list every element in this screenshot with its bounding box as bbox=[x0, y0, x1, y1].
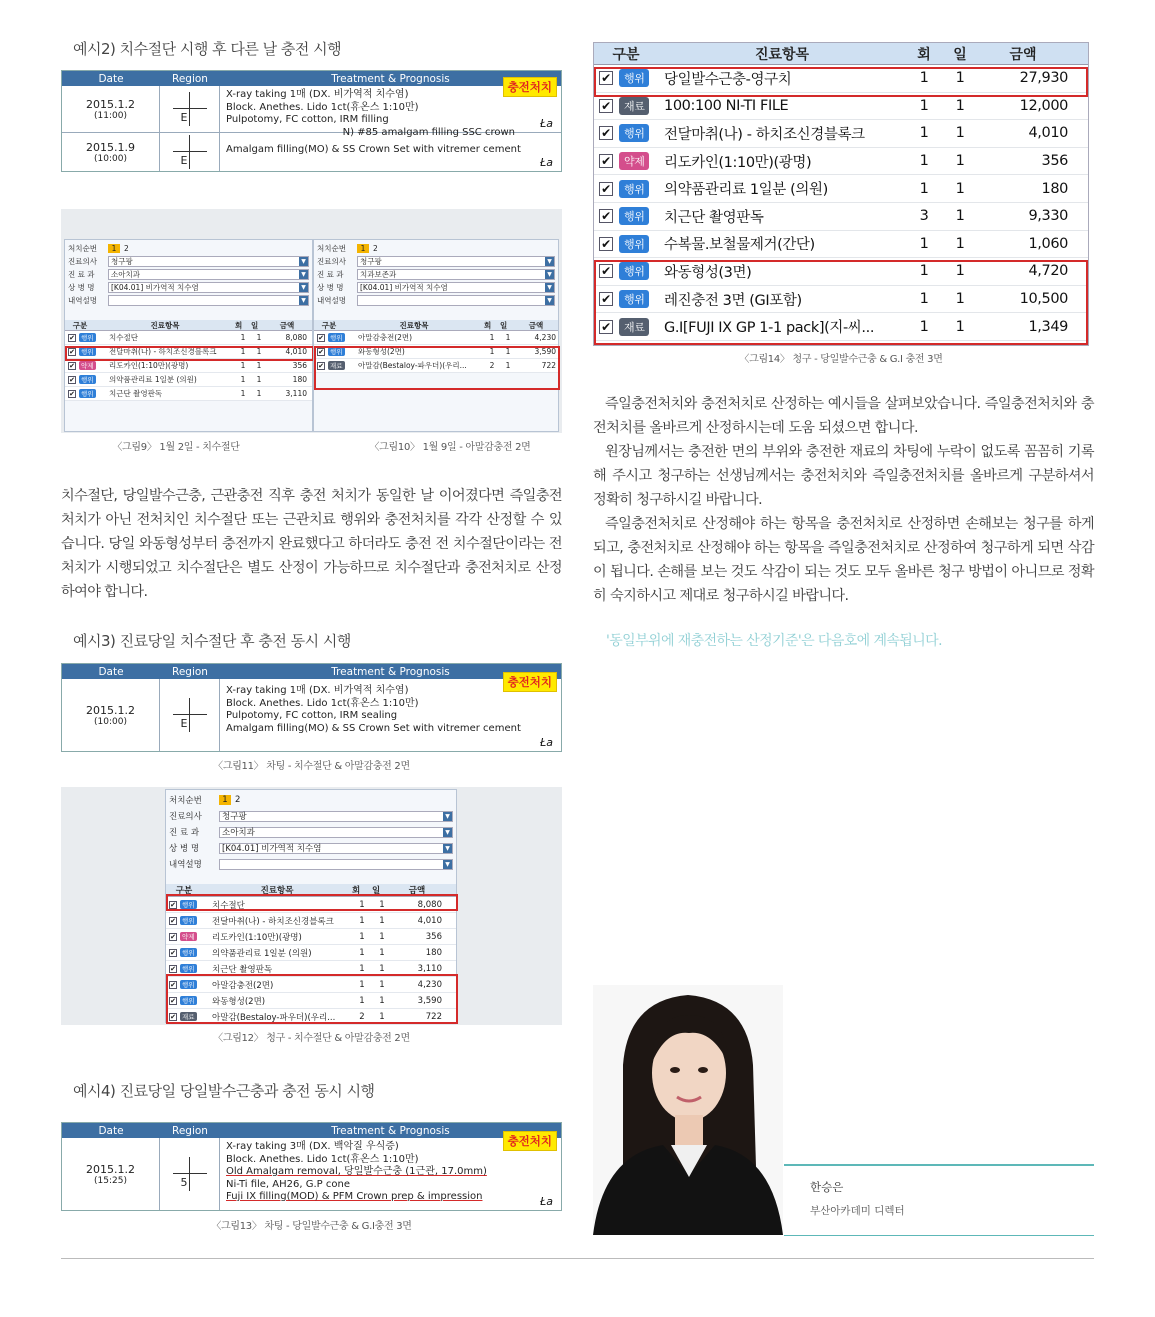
item-name: 당일발수근충-영구치 bbox=[664, 71, 792, 88]
signature: Ła bbox=[540, 735, 553, 749]
continued-note: '동일부위에 재충전하는 산정기준'은 다음호에 계속됩니다. bbox=[606, 633, 942, 649]
category-badge: 재료 bbox=[619, 318, 649, 336]
row-checkbox[interactable]: ✔ bbox=[69, 389, 75, 398]
item-days: 1 bbox=[379, 931, 385, 942]
chart-time: (10:00) bbox=[94, 716, 127, 727]
item-amount: 722 bbox=[541, 361, 556, 370]
chart-date: 2015.1.9 bbox=[86, 140, 135, 154]
row-checkbox[interactable]: ✔ bbox=[599, 292, 613, 306]
doctor-select[interactable]: 청구팡 ▼ bbox=[108, 256, 309, 267]
chart-line: Fuji IX filling(MOD) & PFM Crown prep & impression bbox=[226, 1191, 483, 1202]
chart-time: (11:00) bbox=[94, 110, 127, 121]
item-name: 의약품관리료 1일분 (의원) bbox=[109, 375, 197, 384]
filling-tag: 충전처치 bbox=[503, 672, 557, 692]
item-days: 1 bbox=[256, 389, 262, 398]
item-amount: 180 bbox=[425, 947, 442, 958]
item-name: 전달마취(나) - 하치조신경블록크 bbox=[212, 916, 334, 927]
item-name: 전달마취(나) - 하치조신경블록크 bbox=[109, 347, 217, 356]
table-row bbox=[594, 120, 1088, 148]
item-days: 1 bbox=[955, 235, 965, 252]
item-count: 1 bbox=[919, 263, 929, 280]
item-amount: 3,110 bbox=[285, 389, 307, 398]
item-count: 1 bbox=[919, 180, 929, 197]
col-date: Date bbox=[98, 1124, 124, 1137]
row-checkbox[interactable]: ✔ bbox=[170, 996, 176, 1005]
item-count: 3 bbox=[919, 208, 929, 225]
item-days: 1 bbox=[379, 915, 385, 926]
item-amount: 8,080 bbox=[285, 333, 307, 342]
caption-fig13: 〈그림13〉 차팅 - 당일발수근충 & G.I충전 3면 bbox=[211, 1221, 412, 1232]
col-region: Region bbox=[172, 1124, 208, 1137]
paragraph: 즉일충전처치로 산정해야 하는 항목을 충전처치로 산정하면 손해보는 청구를 하게 되고, 충전처치로 산정해야 하는 항목을 즉일충전처치로 산정하여 청구하게 되면 삭감이 됩니다. 손해를 보는 것도 삭감이 되는 것도 모두 올바른 청구 방법이 아니므로 정확히 숙지하시고 제대로 청구하시길 바랍니다. bbox=[593, 516, 1094, 604]
table-row bbox=[314, 331, 558, 345]
row-checkbox[interactable]: ✔ bbox=[170, 1012, 176, 1021]
item-days: 1 bbox=[955, 318, 965, 335]
paragraph: 즉일충전처치와 충전처치로 산정하는 예시들을 살펴보았습니다. 즉일충전처치와 충전처치를 올바르게 산정하시는데 도움 되셨으면 합니다. bbox=[593, 396, 1094, 436]
table-row bbox=[65, 387, 312, 401]
paragraph: 원장님께서는 충전한 면의 부위와 충전한 재료의 차팅에 누락이 없도록 꼼꼼히 기록해 주시고 청구하는 선생님께서는 충전처치와 즉일충전처치를 올바르게 구분하셔서 정확히 청구하시길 바랍니다. bbox=[593, 444, 1094, 508]
chart-header bbox=[62, 71, 561, 86]
chart-line: X-ray taking 1매 (DX. 비가역적 치수염) bbox=[226, 89, 409, 100]
col-region: Region bbox=[172, 72, 208, 85]
item-count: 1 bbox=[240, 347, 246, 356]
category-badge: 재료 bbox=[619, 97, 649, 115]
chart-line: X-ray taking 1매 (DX. 비가역적 치수염) bbox=[226, 685, 409, 696]
item-name: 리도카인(1:10만)(광명) bbox=[109, 361, 189, 370]
item-count: 1 bbox=[919, 318, 929, 335]
claim-grid-fig14 bbox=[593, 42, 1089, 346]
chart-line: Pulpotomy, FC cotton, IRM sealing bbox=[226, 710, 398, 721]
item-days: 1 bbox=[379, 1011, 385, 1022]
chart-line: Old Amalgam removal, 당일발수근충 (1근관, 17.0mm) bbox=[226, 1166, 487, 1177]
row-checkbox[interactable]: ✔ bbox=[599, 264, 613, 278]
chart-line: N) #85 amalgam filling SSC crown bbox=[342, 126, 515, 138]
highlight-box bbox=[166, 974, 458, 1024]
chart-line: Ni-Ti file, AH26, G.P cone bbox=[226, 1178, 350, 1190]
author-divider bbox=[784, 1164, 1094, 1166]
author-photo bbox=[593, 985, 783, 1235]
category-badge: 행위 bbox=[619, 69, 649, 87]
tooth-chart-icon: E bbox=[173, 135, 207, 169]
item-name: 치근단 촬영판독 bbox=[109, 389, 163, 398]
table-row bbox=[166, 913, 456, 929]
row-checkbox[interactable]: ✔ bbox=[170, 948, 176, 957]
col-date: Date bbox=[98, 72, 124, 85]
item-amount: 356 bbox=[1041, 153, 1068, 170]
category-badge: 행위 bbox=[182, 901, 195, 909]
category-badge: 행위 bbox=[330, 348, 343, 356]
category-badge: 행위 bbox=[182, 949, 195, 957]
item-count: 1 bbox=[240, 361, 246, 370]
item-days: 1 bbox=[955, 153, 965, 170]
dept-select[interactable]: 소아치과 ▼ bbox=[108, 269, 309, 280]
category-badge: 약제 bbox=[619, 152, 649, 170]
page-divider bbox=[61, 1258, 1094, 1259]
item-count: 1 bbox=[240, 333, 246, 342]
item-count: 1 bbox=[359, 899, 365, 910]
seq-tab-2[interactable]: 2 bbox=[373, 244, 378, 253]
row-checkbox[interactable]: ✔ bbox=[599, 154, 613, 168]
claim-grid: 구분 진료항목 회 일 금액 ✔ 행위 치수절단 1 1 8,080 ✔ 행위 전달마취(나) - 하치조신경블록크 1 1 4,010 ✔ 약제 리도카인(1:10만)(광명) 1 1 356 ✔ 행위 의약품관리료 1일분 (의원) 1 1 180 ✔ 행위 치근단 촬영판독 1 1 3,110 ✔ 행위 아말감충전(2면) 1 1 4,230 ✔ 행위 와동형성(2면) 1 1 3,590 ✔ 재료 아말감(Bestaloy-파우더)(우리... 2 1 722 bbox=[166, 884, 456, 1025]
row-checkbox[interactable]: ✔ bbox=[170, 964, 176, 973]
grid-header: 구분 진료항목 회 일 금액 bbox=[594, 43, 1088, 65]
chart-example3 bbox=[61, 663, 562, 752]
table-row bbox=[594, 231, 1088, 259]
item-name: 와동형성(2면) bbox=[358, 347, 405, 356]
row-checkbox[interactable]: ✔ bbox=[599, 320, 613, 334]
seq-tab-1[interactable]: 1 bbox=[357, 244, 369, 253]
disease-select[interactable]: [K04.01] 비가역적 치수염 ▼ bbox=[219, 843, 453, 854]
memo-select[interactable] bbox=[357, 295, 555, 306]
highlight-box bbox=[314, 346, 560, 390]
tooth-chart-icon: E bbox=[173, 92, 207, 126]
item-count: 1 bbox=[359, 979, 365, 990]
filling-tag: 충전처치 bbox=[503, 1131, 557, 1151]
item-count: 1 bbox=[919, 70, 929, 87]
caption-fig12: 〈그림12〉 청구 - 치수절단 & 아말감충전 2면 bbox=[213, 1033, 410, 1044]
item-name: 아말감(Bestaloy-파우더)(우리... bbox=[212, 1012, 336, 1023]
figure9-10 bbox=[61, 209, 562, 433]
chart-date: 2015.1.2 bbox=[86, 703, 135, 717]
item-name: 와동형성(3면) bbox=[664, 264, 752, 281]
item-count: 2 bbox=[489, 361, 495, 370]
filling-tag: 충전처치 bbox=[503, 77, 557, 97]
item-count: 1 bbox=[919, 291, 929, 308]
chart-line: Block. Anethes. Lido 1ct(휴온스 1:10만) bbox=[226, 1153, 419, 1165]
author-title: 부산아카데미 디렉터 bbox=[810, 1205, 905, 1217]
item-days: 1 bbox=[955, 97, 965, 114]
category-badge: 행위 bbox=[81, 348, 94, 356]
item-amount: 4,230 bbox=[534, 333, 556, 342]
item-count: 1 bbox=[919, 235, 929, 252]
chart-line: Amalgam filling(MO) & SS Crown Set with vitremer cement bbox=[226, 144, 521, 155]
category-badge: 재료 bbox=[330, 362, 343, 370]
item-name: 아말감충전(2면) bbox=[358, 333, 413, 342]
row-checkbox[interactable]: ✔ bbox=[599, 209, 613, 223]
item-count: 1 bbox=[919, 153, 929, 170]
item-name: 리도카인(1:10만)(광명) bbox=[212, 932, 302, 943]
row-checkbox[interactable]: ✔ bbox=[170, 980, 176, 989]
item-name: 전달마취(나) - 하치조신경블록크 bbox=[664, 126, 865, 143]
figure12 bbox=[61, 787, 562, 1025]
category-badge: 행위 bbox=[619, 124, 649, 142]
category-badge: 행위 bbox=[182, 997, 195, 1005]
row-checkbox[interactable]: ✔ bbox=[318, 361, 324, 370]
item-name: 리도카인(1:10만)(광명) bbox=[664, 154, 812, 171]
seq-tab-2[interactable]: 2 bbox=[235, 795, 241, 805]
highlight-box bbox=[594, 260, 1088, 345]
highlight-box bbox=[166, 894, 458, 911]
item-name: 아말감충전(2면) bbox=[212, 980, 274, 991]
row-checkbox[interactable]: ✔ bbox=[170, 916, 176, 925]
chart-line: Block. Anethes. Lido 1ct(휴온스 1:10만) bbox=[226, 697, 419, 709]
item-count: 2 bbox=[359, 1011, 365, 1022]
item-count: 1 bbox=[240, 389, 246, 398]
row-checkbox[interactable]: ✔ bbox=[69, 375, 75, 384]
category-badge: 행위 bbox=[619, 290, 649, 308]
category-badge: 행위 bbox=[81, 376, 94, 384]
item-days: 1 bbox=[955, 208, 965, 225]
row-checkbox[interactable]: ✔ bbox=[318, 347, 324, 356]
item-count: 1 bbox=[359, 931, 365, 942]
row-checkbox[interactable]: ✔ bbox=[599, 182, 613, 196]
item-amount: 4,010 bbox=[285, 347, 307, 356]
item-name: 의약품관리료 1일분 (의원) bbox=[212, 948, 312, 959]
item-amount: 356 bbox=[292, 361, 307, 370]
item-amount: 1,349 bbox=[1028, 318, 1068, 335]
chart-date: 2015.1.2 bbox=[86, 97, 135, 111]
item-amount: 8,080 bbox=[417, 899, 442, 910]
portrait-image bbox=[593, 985, 783, 1235]
doctor-select[interactable]: 청구팡 ▼ bbox=[219, 811, 453, 822]
claim-grid: 구분 진료항목 회 일 금액 ✔ 행위 치수절단 1 1 8,080 ✔ 행위 전달마취(나) - 하치조신경블록크 1 1 4,010 ✔ 약제 리도카인(1:10만)(광명) 1 1 356 ✔ 행위 의약품관리료 1일분 (의원) 1 1 180 ✔ 행위 치근단 촬영판독 1 1 3,110 bbox=[65, 320, 312, 401]
item-amount: 9,330 bbox=[1028, 208, 1068, 225]
category-badge: 재료 bbox=[182, 1013, 195, 1021]
item-name: 의약품관리료 1일분 (의원) bbox=[664, 182, 828, 199]
category-badge: 행위 bbox=[182, 917, 195, 925]
chart-line: Pulpotomy, FC cotton, IRM filling bbox=[226, 114, 389, 125]
table-row bbox=[594, 148, 1088, 176]
item-name: 레진충전 3면 (GI포함) bbox=[664, 292, 802, 309]
item-count: 1 bbox=[919, 97, 929, 114]
item-amount: 1,060 bbox=[1028, 235, 1068, 252]
dept-select[interactable]: 소아치과 ▼ bbox=[219, 827, 453, 838]
item-name: 치수절단 bbox=[212, 900, 245, 911]
item-amount: 4,230 bbox=[417, 979, 442, 990]
item-days: 1 bbox=[256, 333, 262, 342]
table-row bbox=[166, 929, 456, 945]
item-days: 1 bbox=[955, 263, 965, 280]
tooth-chart-icon: E bbox=[173, 698, 207, 732]
highlight-box bbox=[594, 67, 1088, 97]
chart-row bbox=[62, 86, 561, 138]
item-name: 아말감(Bestaloy-파우더)(우리... bbox=[358, 361, 467, 370]
item-days: 1 bbox=[256, 361, 262, 370]
chart-row bbox=[62, 679, 561, 751]
item-name: 치수절단 bbox=[109, 333, 138, 342]
caption-fig11: 〈그림11〉 차팅 - 치수절단 & 아말감충전 2면 bbox=[213, 761, 410, 772]
item-name: 수복물.보철물제거(간단) bbox=[664, 237, 815, 254]
chart-time: (15:25) bbox=[94, 1175, 127, 1186]
table-row bbox=[594, 203, 1088, 231]
item-count: 1 bbox=[489, 333, 495, 342]
item-count: 1 bbox=[359, 947, 365, 958]
chart-time: (10:00) bbox=[94, 153, 127, 164]
row-checkbox[interactable]: ✔ bbox=[599, 71, 613, 85]
row-checkbox[interactable]: ✔ bbox=[170, 932, 176, 941]
table-row bbox=[166, 945, 456, 961]
item-count: 1 bbox=[240, 375, 246, 384]
category-badge: 행위 bbox=[81, 390, 94, 398]
item-name: 100:100 NI-TI FILE bbox=[664, 97, 789, 114]
seq-tab-1[interactable]: 1 bbox=[219, 795, 231, 805]
caption-fig9: 〈그림9〉 1월 2일 - 치수절단 bbox=[112, 442, 240, 453]
row-checkbox[interactable]: ✔ bbox=[318, 333, 324, 342]
item-count: 1 bbox=[359, 963, 365, 974]
row-checkbox[interactable]: ✔ bbox=[170, 900, 176, 909]
tooth-chart-icon: 5 bbox=[173, 1157, 207, 1191]
col-date: Date bbox=[98, 665, 124, 678]
category-badge: 행위 bbox=[81, 334, 94, 342]
item-days: 1 bbox=[955, 70, 965, 87]
item-amount: 356 bbox=[425, 931, 442, 942]
category-badge: 행위 bbox=[330, 334, 343, 342]
col-region: Region bbox=[172, 665, 208, 678]
signature: Ła bbox=[540, 116, 553, 130]
item-name: 치근단 촬영판독 bbox=[212, 964, 273, 975]
item-amount: 4,010 bbox=[417, 915, 442, 926]
item-days: 1 bbox=[379, 995, 385, 1006]
item-days: 1 bbox=[955, 291, 965, 308]
claim-form-fig12: 처치순번 1 2 진료의사 청구팡 ▼ 진 료 과 소아치과 ▼ 상 병 명 [K04.01] 비가역적 치수염 ▼ 내역설명 ▼ 구분 진료항목 회 일 금액 ✔ 행위 치수절단 1 1 8,080 ✔ 행위 전달마취(나) - 하치조신경블록크 1 1 4,010 ✔ 약제 리도카인(1:10만)(광명) 1 1 356 ✔ 행위 의약품관리료 1일분 (의원) 1 1 180 ✔ 행위 치근단 촬영판독 1 1 3,110 ✔ 행위 아말감충전(2면) 1 1 4,230 ✔ 행위 와동형성(2면) 1 1 3,590 ✔ 재료 아말감(Bestaloy-파우더)(우리... 2 1 722 bbox=[165, 789, 457, 1023]
chart-example4 bbox=[61, 1122, 562, 1211]
chart-line: Block. Anethes. Lido 1ct(휴온스 1:10만) bbox=[226, 101, 419, 113]
item-days: 1 bbox=[505, 361, 511, 370]
item-count: 1 bbox=[359, 915, 365, 926]
item-days: 1 bbox=[505, 333, 511, 342]
item-days: 1 bbox=[379, 899, 385, 910]
item-amount: 27,930 bbox=[1019, 70, 1068, 87]
item-name: G.I[FUJI IX GP 1-1 pack](지-씨... bbox=[664, 320, 875, 337]
category-badge: 행위 bbox=[182, 965, 195, 973]
item-days: 1 bbox=[955, 125, 965, 142]
category-badge: 약제 bbox=[182, 933, 195, 941]
example4-title: 예시4) 진료당일 당일발수근충과 충전 동시 시행 bbox=[73, 1082, 375, 1100]
chart-line: X-ray taking 3매 (DX. 백악질 우식증) bbox=[226, 1141, 399, 1152]
item-days: 1 bbox=[379, 963, 385, 974]
memo-select[interactable] bbox=[219, 859, 453, 870]
table-row bbox=[65, 373, 312, 387]
example3-title: 예시3) 진료당일 치수절단 후 충전 동시 시행 bbox=[73, 632, 351, 650]
category-badge: 약제 bbox=[81, 362, 94, 370]
chart-row bbox=[62, 1138, 561, 1210]
item-days: 1 bbox=[955, 180, 965, 197]
seq-tab-1[interactable]: 1 bbox=[108, 244, 120, 253]
item-amount: 3,590 bbox=[417, 995, 442, 1006]
row-checkbox[interactable]: ✔ bbox=[69, 361, 75, 370]
item-amount: 180 bbox=[1041, 180, 1068, 197]
item-amount: 12,000 bbox=[1019, 97, 1068, 114]
caption-fig10: 〈그림10〉 1월 9일 - 아말감충전 2면 bbox=[369, 442, 531, 453]
table-row bbox=[594, 175, 1088, 203]
row-checkbox[interactable]: ✔ bbox=[69, 347, 75, 356]
paragraph: 치수절단, 당일발수근충, 근관충전 직후 충전 처치가 동일한 날 이어졌다면 즉일충전처치가 아닌 전처치인 치수절단 또는 근관치료 행위와 충전처치를 각각 산정할 수 있습니다. 당일 와동형성부터 충전까지 완료했다고 하더라도 충전 전 치수절단이라는 전처치가 시행되었고 치수절단은 별도 산정이 가능하므로 치수절단과 충전처치로 산정하여야 합니다. bbox=[61, 488, 562, 600]
category-badge: 행위 bbox=[182, 981, 195, 989]
item-amount: 180 bbox=[292, 375, 307, 384]
item-days: 1 bbox=[379, 979, 385, 990]
table-row bbox=[65, 331, 312, 345]
seq-tab-2[interactable]: 2 bbox=[124, 244, 129, 253]
col-treatment: Treatment & Prognosis bbox=[331, 665, 450, 678]
caption-fig14: 〈그림14〉 청구 - 당일발수근충 & G.I 충전 3면 bbox=[739, 354, 943, 365]
disease-select[interactable]: [K04.01] 비가역적 치수염 ▼ bbox=[108, 282, 309, 293]
item-amount: 722 bbox=[425, 1011, 442, 1022]
category-badge: 행위 bbox=[619, 235, 649, 253]
example2-title: 예시2) 치수절단 시행 후 다른 날 충전 시행 bbox=[73, 40, 342, 58]
table-row bbox=[65, 359, 312, 373]
row-checkbox[interactable]: ✔ bbox=[599, 99, 613, 113]
memo-select[interactable] bbox=[108, 295, 309, 306]
category-badge: 행위 bbox=[619, 207, 649, 225]
chart-line: Amalgam filling(MO) & SS Crown Set with vitremer cement bbox=[226, 722, 521, 734]
item-days: 1 bbox=[256, 347, 262, 356]
claim-form-fig9: 처치순번 1 2 진료의사 청구팡 ▼ 진 료 과 소아치과 ▼ 상 병 명 [K04.01] 비가역적 치수염 ▼ 내역설명 ▼ 구분 진료항목 회 일 금액 ✔ 행위 치수절단 1 1 8,080 ✔ 행위 전달마취(나) - 하치조신경블록크 1 1 4,010 ✔ 약제 리도카인(1:10만)(광명) 1 1 356 ✔ 행위 의약품관리료 1일분 (의원) 1 1 180 ✔ 행위 치근단 촬영판독 1 1 3,110 bbox=[64, 239, 313, 432]
item-days: 1 bbox=[256, 375, 262, 384]
item-days: 1 bbox=[379, 947, 385, 958]
row-checkbox[interactable]: ✔ bbox=[599, 237, 613, 251]
signature: Ła bbox=[540, 1194, 553, 1208]
category-badge: 행위 bbox=[619, 262, 649, 280]
item-amount: 3,590 bbox=[534, 347, 556, 356]
item-count: 1 bbox=[359, 995, 365, 1006]
highlight-box bbox=[65, 346, 314, 361]
row-checkbox[interactable]: ✔ bbox=[69, 333, 75, 342]
chart-example2 bbox=[61, 70, 562, 172]
signature: Ła bbox=[540, 155, 553, 169]
item-amount: 10,500 bbox=[1019, 291, 1068, 308]
item-amount: 4,720 bbox=[1028, 263, 1068, 280]
author-divider-bottom bbox=[784, 1235, 1094, 1236]
author-name: 한승은 bbox=[810, 1180, 844, 1194]
item-name: 치근단 촬영판독 bbox=[664, 209, 764, 226]
doctor-select[interactable]: 청구팡 ▼ bbox=[357, 256, 555, 267]
item-count: 1 bbox=[919, 125, 929, 142]
item-count: 1 bbox=[489, 347, 495, 356]
col-treatment: Treatment & Prognosis bbox=[331, 1124, 450, 1137]
chart-row bbox=[62, 133, 561, 171]
claim-grid: 구분 진료항목 회 일 금액 ✔ 행위 아말감충전(2면) 1 1 4,230 ✔ 행위 와동형성(2면) 1 1 3,590 ✔ 재료 아말감(Bestaloy-파우더)(우리... 2 1 722 bbox=[314, 320, 558, 373]
item-days: 1 bbox=[505, 347, 511, 356]
item-amount: 4,010 bbox=[1028, 125, 1068, 142]
col-treatment: Treatment & Prognosis bbox=[331, 72, 450, 85]
item-name: 와동형성(2면) bbox=[212, 996, 266, 1007]
chart-date: 2015.1.2 bbox=[86, 1162, 135, 1176]
claim-form-fig10: 처치순번 1 2 진료의사 청구팡 ▼ 진 료 과 치과보존과 ▼ 상 병 명 [K04.01] 비가역적 치수염 ▼ 내역설명 ▼ 구분 진료항목 회 일 금액 ✔ 행위 아말감충전(2면) 1 1 4,230 ✔ 행위 와동형성(2면) 1 1 3,590 ✔ 재료 아말감(Bestaloy-파우더)(우리... 2 1 722 bbox=[313, 239, 559, 432]
item-amount: 3,110 bbox=[417, 963, 442, 974]
row-checkbox[interactable]: ✔ bbox=[599, 126, 613, 140]
disease-select[interactable]: [K04.01] 비가역적 치수염 ▼ bbox=[357, 282, 555, 293]
category-badge: 행위 bbox=[619, 180, 649, 198]
dept-select[interactable]: 치과보존과 ▼ bbox=[357, 269, 555, 280]
